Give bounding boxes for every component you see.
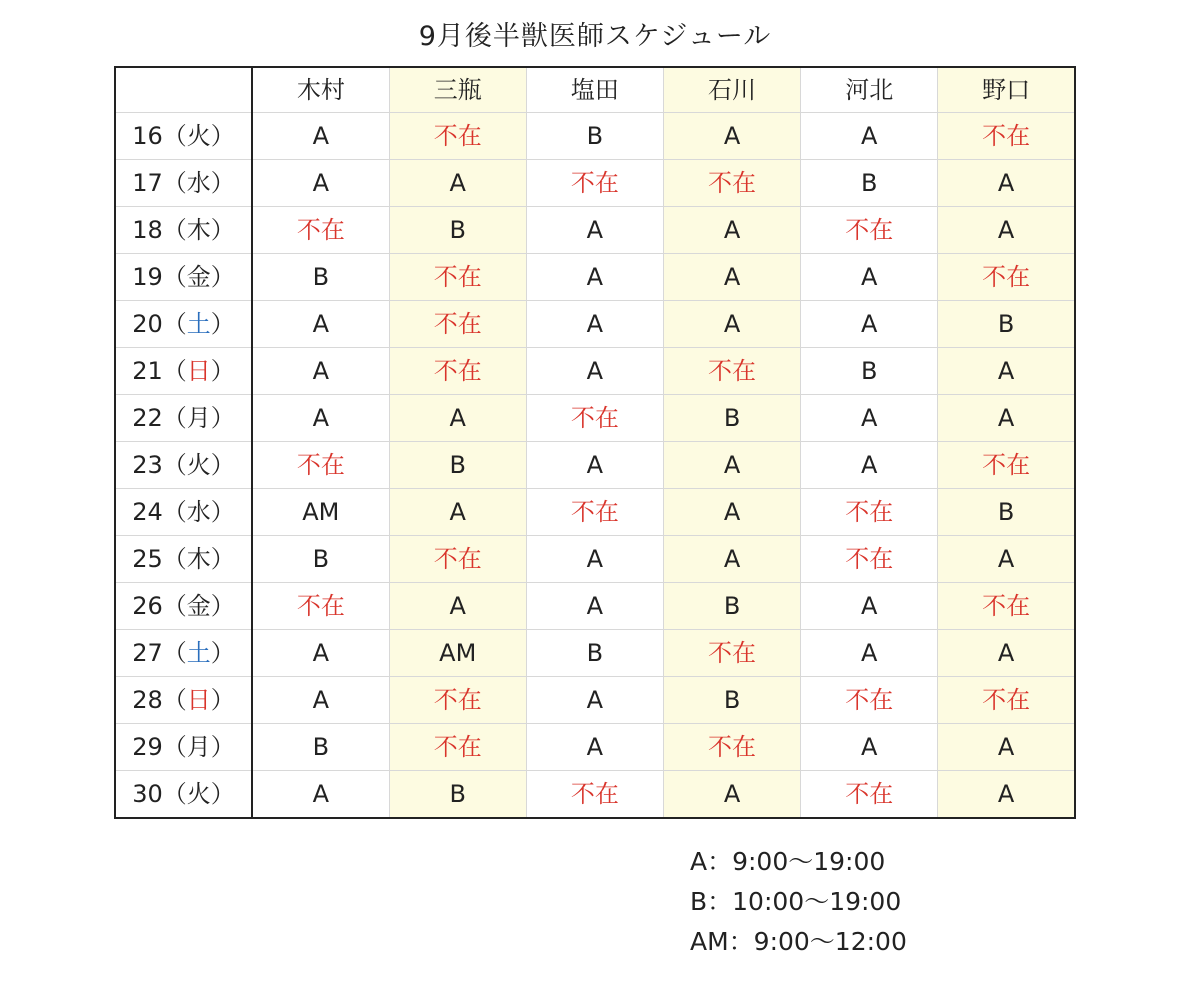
- shift-cell: 不在: [801, 677, 938, 724]
- shift-cell: A: [938, 348, 1075, 395]
- shift-cell: 不在: [526, 160, 663, 207]
- doctor-header: 河北: [801, 67, 938, 113]
- shift-cell: 不在: [938, 113, 1075, 160]
- shift-cell: 不在: [252, 207, 389, 254]
- date-cell: [115, 395, 252, 442]
- day-of-week: 火: [186, 122, 211, 150]
- shift-cell: A: [252, 395, 389, 442]
- date-cell: [115, 160, 252, 207]
- date-cell: [115, 771, 252, 819]
- day-number: 21: [132, 357, 163, 385]
- shift-cell: A: [663, 113, 800, 160]
- doctor-header: 三瓶: [389, 67, 526, 113]
- day-number: 17: [132, 169, 163, 197]
- paren-close: ）: [210, 169, 235, 197]
- table-row: [115, 160, 1075, 207]
- paren-open: （: [162, 639, 187, 667]
- shift-cell: A: [526, 442, 663, 489]
- table-row: [115, 677, 1075, 724]
- legend-item-am: AM：9:00〜12:00: [690, 927, 907, 956]
- shift-cell: A: [801, 630, 938, 677]
- shift-cell: B: [938, 489, 1075, 536]
- shift-cell: 不在: [389, 536, 526, 583]
- day-of-week: 木: [186, 216, 211, 244]
- shift-cell: A: [526, 583, 663, 630]
- paren-close: ）: [210, 780, 235, 808]
- day-of-week: 木: [186, 545, 211, 573]
- date-cell: [115, 677, 252, 724]
- shift-cell: B: [252, 254, 389, 301]
- paren-close: ）: [210, 263, 235, 291]
- paren-open: （: [162, 122, 187, 150]
- shift-cell: 不在: [801, 771, 938, 819]
- date-cell: [115, 489, 252, 536]
- day-number: 20: [132, 310, 163, 338]
- table-row: [115, 348, 1075, 395]
- schedule-body: [115, 113, 1075, 819]
- paren-close: ）: [210, 216, 235, 244]
- shift-cell: AM: [389, 630, 526, 677]
- shift-cell: B: [389, 442, 526, 489]
- table-row: [115, 254, 1075, 301]
- shift-cell: A: [938, 771, 1075, 819]
- shift-cell: B: [526, 630, 663, 677]
- shift-cell: 不在: [663, 630, 800, 677]
- shift-cell: A: [252, 630, 389, 677]
- doctor-header: 野口: [938, 67, 1075, 113]
- shift-cell: A: [801, 395, 938, 442]
- shift-cell: A: [663, 489, 800, 536]
- shift-cell: A: [252, 348, 389, 395]
- shift-cell: B: [252, 724, 389, 771]
- table-row: [115, 489, 1075, 536]
- shift-cell: A: [938, 395, 1075, 442]
- legend-item-a: A：9:00〜19:00: [690, 847, 886, 876]
- shift-cell: B: [938, 301, 1075, 348]
- paren-open: （: [162, 404, 187, 432]
- shift-cell: B: [252, 536, 389, 583]
- shift-cell: 不在: [938, 583, 1075, 630]
- shift-cell: B: [801, 160, 938, 207]
- date-cell: [115, 301, 252, 348]
- schedule-table: [114, 66, 1076, 819]
- shift-cell: B: [663, 395, 800, 442]
- table-row: [115, 395, 1075, 442]
- shift-cell: A: [663, 207, 800, 254]
- day-number: 23: [132, 451, 163, 479]
- paren-open: （: [162, 310, 187, 338]
- shift-cell: A: [801, 583, 938, 630]
- paren-close: ）: [210, 498, 235, 526]
- shift-cell: 不在: [801, 536, 938, 583]
- shift-cell: A: [938, 160, 1075, 207]
- shift-cell: 不在: [801, 489, 938, 536]
- date-cell: [115, 207, 252, 254]
- shift-cell: A: [801, 301, 938, 348]
- shift-cell: A: [801, 254, 938, 301]
- shift-cell: A: [663, 301, 800, 348]
- paren-close: ）: [210, 122, 235, 150]
- shift-cell: A: [389, 395, 526, 442]
- page-title: 9月後半獣医師スケジュール: [418, 21, 772, 52]
- day-of-week: 水: [186, 498, 211, 526]
- shift-cell: A: [801, 113, 938, 160]
- day-of-week: 金: [186, 592, 211, 620]
- day-of-week: 月: [186, 404, 211, 432]
- doctor-header: 石川: [663, 67, 800, 113]
- shift-cell: B: [663, 583, 800, 630]
- shift-cell: A: [389, 583, 526, 630]
- shift-cell: 不在: [389, 348, 526, 395]
- table-row: [115, 207, 1075, 254]
- shift-cell: A: [252, 301, 389, 348]
- paren-close: ）: [210, 639, 235, 667]
- day-of-week: 日: [186, 357, 211, 385]
- table-row: [115, 301, 1075, 348]
- day-number: 28: [132, 686, 163, 714]
- shift-cell: 不在: [938, 677, 1075, 724]
- paren-close: ）: [210, 592, 235, 620]
- paren-open: （: [162, 686, 187, 714]
- day-of-week: 火: [186, 451, 211, 479]
- day-of-week: 火: [186, 780, 211, 808]
- shift-cell: A: [526, 348, 663, 395]
- day-of-week: 日: [186, 686, 211, 714]
- shift-cell: 不在: [663, 160, 800, 207]
- shift-cell: A: [252, 677, 389, 724]
- shift-cell: A: [801, 442, 938, 489]
- shift-cell: A: [938, 536, 1075, 583]
- shift-cell: A: [938, 630, 1075, 677]
- shift-cell: A: [663, 536, 800, 583]
- shift-cell: A: [252, 771, 389, 819]
- shift-cell: 不在: [663, 348, 800, 395]
- shift-cell: B: [663, 677, 800, 724]
- legend-item-b: B：10:00〜19:00: [690, 887, 902, 916]
- shift-cell: A: [663, 442, 800, 489]
- paren-close: ）: [210, 451, 235, 479]
- shift-cell: 不在: [663, 724, 800, 771]
- paren-close: ）: [210, 733, 235, 761]
- paren-open: （: [162, 216, 187, 244]
- table-row: [115, 583, 1075, 630]
- shift-cell: 不在: [389, 254, 526, 301]
- shift-cell: 不在: [252, 583, 389, 630]
- shift-cell: 不在: [389, 724, 526, 771]
- shift-cell: A: [526, 724, 663, 771]
- shift-cell: 不在: [526, 395, 663, 442]
- shift-cell: B: [526, 113, 663, 160]
- table-row: [115, 536, 1075, 583]
- date-column-header: [115, 67, 252, 113]
- doctor-header: 木村: [252, 67, 389, 113]
- date-cell: [115, 536, 252, 583]
- day-number: 19: [132, 263, 163, 291]
- shift-cell: 不在: [938, 442, 1075, 489]
- shift-cell: 不在: [389, 113, 526, 160]
- date-cell: [115, 724, 252, 771]
- date-cell: [115, 583, 252, 630]
- shift-cell: 不在: [938, 254, 1075, 301]
- shift-cell: B: [389, 771, 526, 819]
- shift-cell: A: [663, 771, 800, 819]
- paren-close: ）: [210, 357, 235, 385]
- day-of-week: 水: [186, 169, 211, 197]
- paren-open: （: [162, 733, 187, 761]
- shift-cell: A: [801, 724, 938, 771]
- day-number: 16: [132, 122, 163, 150]
- shift-cell: B: [389, 207, 526, 254]
- shift-cell: AM: [252, 489, 389, 536]
- shift-cell: 不在: [389, 677, 526, 724]
- paren-open: （: [162, 545, 187, 573]
- doctor-header: 塩田: [526, 67, 663, 113]
- paren-close: ）: [210, 545, 235, 573]
- shift-cell: 不在: [526, 771, 663, 819]
- shift-cell: A: [252, 160, 389, 207]
- shift-cell: A: [526, 207, 663, 254]
- shift-cell: A: [526, 536, 663, 583]
- shift-legend: [690, 842, 907, 962]
- paren-open: （: [162, 498, 187, 526]
- date-cell: [115, 113, 252, 160]
- table-row: [115, 630, 1075, 677]
- paren-open: （: [162, 780, 187, 808]
- table-row: [115, 442, 1075, 489]
- shift-cell: 不在: [526, 489, 663, 536]
- shift-cell: 不在: [389, 301, 526, 348]
- day-number: 22: [132, 404, 163, 432]
- date-cell: [115, 348, 252, 395]
- shift-cell: A: [252, 113, 389, 160]
- day-number: 29: [132, 733, 163, 761]
- table-row: [115, 113, 1075, 160]
- day-of-week: 土: [186, 310, 211, 338]
- paren-close: ）: [210, 310, 235, 338]
- date-cell: [115, 442, 252, 489]
- day-number: 25: [132, 545, 163, 573]
- shift-cell: A: [526, 301, 663, 348]
- shift-cell: A: [938, 724, 1075, 771]
- paren-open: （: [162, 357, 187, 385]
- paren-close: ）: [210, 404, 235, 432]
- day-number: 18: [132, 216, 163, 244]
- day-of-week: 金: [186, 263, 211, 291]
- paren-open: （: [162, 592, 187, 620]
- day-of-week: 月: [186, 733, 211, 761]
- shift-cell: A: [938, 207, 1075, 254]
- day-number: 27: [132, 639, 163, 667]
- table-row: [115, 724, 1075, 771]
- paren-open: （: [162, 169, 187, 197]
- shift-cell: A: [389, 489, 526, 536]
- header-row: [115, 67, 1075, 113]
- shift-cell: 不在: [252, 442, 389, 489]
- day-of-week: 土: [186, 639, 211, 667]
- day-number: 26: [132, 592, 163, 620]
- shift-cell: 不在: [801, 207, 938, 254]
- paren-close: ）: [210, 686, 235, 714]
- shift-cell: A: [663, 254, 800, 301]
- paren-open: （: [162, 451, 187, 479]
- shift-cell: A: [389, 160, 526, 207]
- shift-cell: A: [526, 677, 663, 724]
- date-cell: [115, 254, 252, 301]
- shift-cell: A: [526, 254, 663, 301]
- date-cell: [115, 630, 252, 677]
- shift-cell: B: [801, 348, 938, 395]
- day-number: 24: [132, 498, 163, 526]
- paren-open: （: [162, 263, 187, 291]
- day-number: 30: [132, 780, 163, 808]
- table-row: [115, 771, 1075, 819]
